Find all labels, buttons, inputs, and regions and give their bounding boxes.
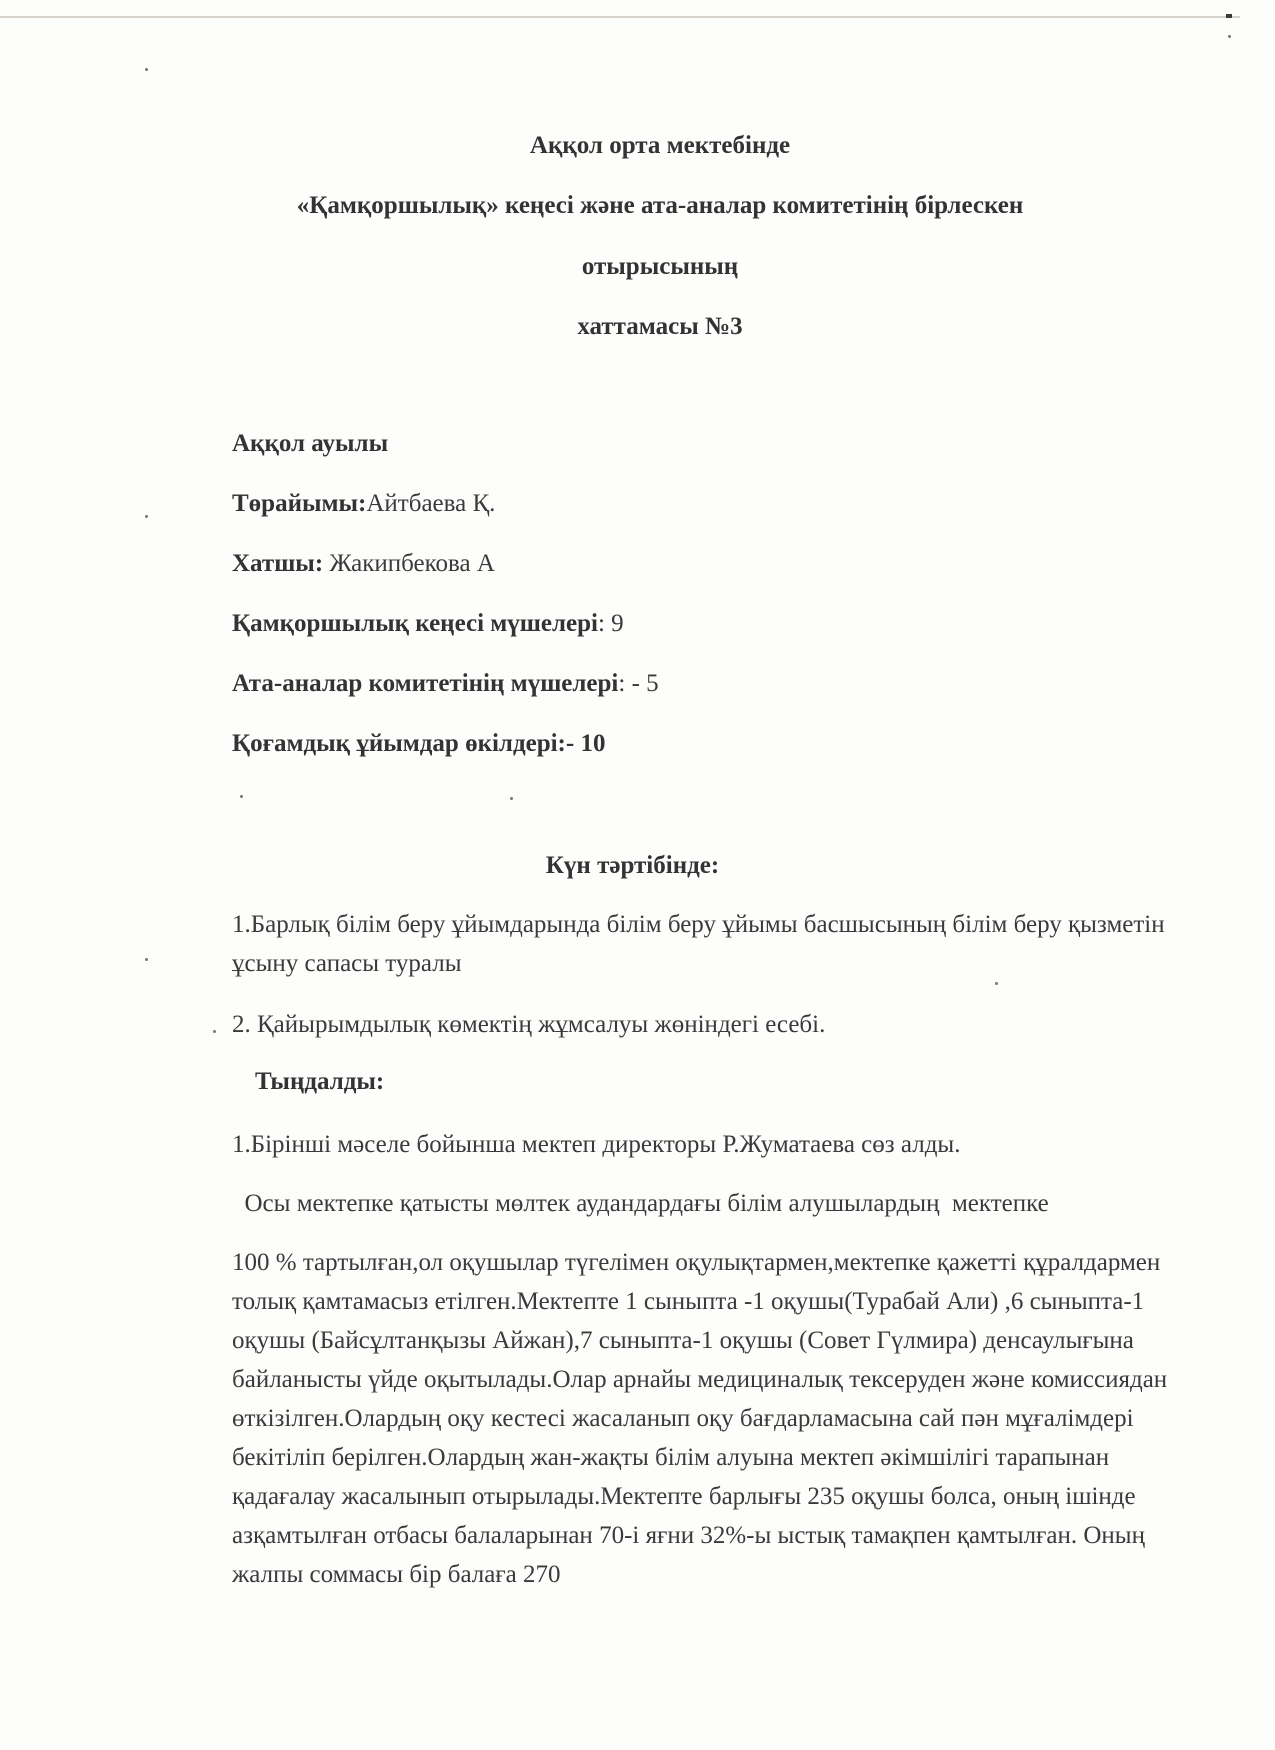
scan-mark — [1226, 14, 1232, 18]
scan-speck — [145, 68, 148, 71]
parents-value: : - 5 — [618, 670, 659, 697]
council-label: Қамқоршылық кеңесі мүшелері — [232, 610, 598, 637]
secretary-value: Жакипбекова А — [323, 550, 495, 577]
chair-label: Төрайымы: — [232, 490, 367, 517]
scan-speck — [995, 982, 998, 985]
parents-row — [232, 670, 659, 698]
parents-label: Ата-аналар комитетінің мүшелері — [232, 670, 619, 697]
heard-paragraph-3: 100 % тартылған,ол оқушылар түгелімен оқулықтармен,мектепке қажетті құралдармен толық қамтамасыз етілген.Мектепте 1 сыныпта -1 оқушы(Турабай Али) ,6 сыныпта-1 оқушы (Байсұлтанқызы Айжан),7 сыныпта-1 оқушы (Совет Гүлмира) денсаулығына байланысты үйде оқытылады.Олар арнайы медициналық тексеруден және комиссиядан өткізілген.Олардың оқу кестесі жасаланып оқу бағдарламасына сай пән мұғалімдері бекітіліп берілген.Олардың жан-жақты білім алуына мектеп әкімшілігі тарапынан қадағалау жасалынып отырылады.Мектепте барлығы 235 оқушы болса, оның ішінде азқамтылған отбасы балаларынан 70-і яғни 32%-ы ыстық тамақпен қамтылған. Оның жалпы соммасы бір балаға 270 — [232, 1249, 1168, 1588]
scan-speck — [213, 1030, 216, 1033]
public-orgs-row: Қоғамдық ұйымдар өкілдері:- 10 — [232, 730, 606, 757]
council-row — [232, 610, 624, 638]
agenda-item-2: 2. Қайырымдылық көмектің жұмсалуы жөніндегі есебі. — [232, 1011, 826, 1038]
agenda-heading: Күн тәртібінде: — [545, 852, 720, 879]
heard-heading: Тыңдалды: — [255, 1068, 385, 1095]
chair-row — [232, 490, 495, 518]
scan-speck — [240, 795, 243, 798]
council-value: : 9 — [597, 610, 624, 637]
heard-paragraph-2: Осы мектепке қатысты мөлтек аудандардағы білім алушылардың мектепке — [232, 1190, 1049, 1217]
secretary-row — [232, 550, 495, 578]
village-label: Аққол ауылы — [232, 430, 389, 457]
scan-speck — [145, 515, 148, 518]
scan-top-edge — [0, 16, 1240, 18]
header-line-3: отырысының — [581, 253, 739, 280]
header-line-1: Аққол орта мектебінде — [529, 132, 791, 159]
heard-paragraph-1: 1.Бірінші мәселе бойынша мектеп директоры Р.Жуматаева сөз алды. — [232, 1131, 961, 1158]
agenda-item-1: 1.Барлық білім беру ұйымдарында білім беру ұйымы басшысының білім беру қызметін ұсыну сапасы туралы — [232, 911, 1165, 977]
header-line-4: хаттамасы №3 — [577, 313, 743, 340]
scan-speck — [1228, 35, 1231, 38]
scan-speck — [145, 958, 148, 961]
chair-value: Айтбаева Қ. — [366, 490, 496, 517]
scan-speck — [510, 797, 513, 800]
header-line-2: «Қамқоршылық» кеңесі және ата-аналар комитетінің бірлескен — [296, 192, 1024, 219]
secretary-label: Хатшы: — [232, 550, 324, 577]
